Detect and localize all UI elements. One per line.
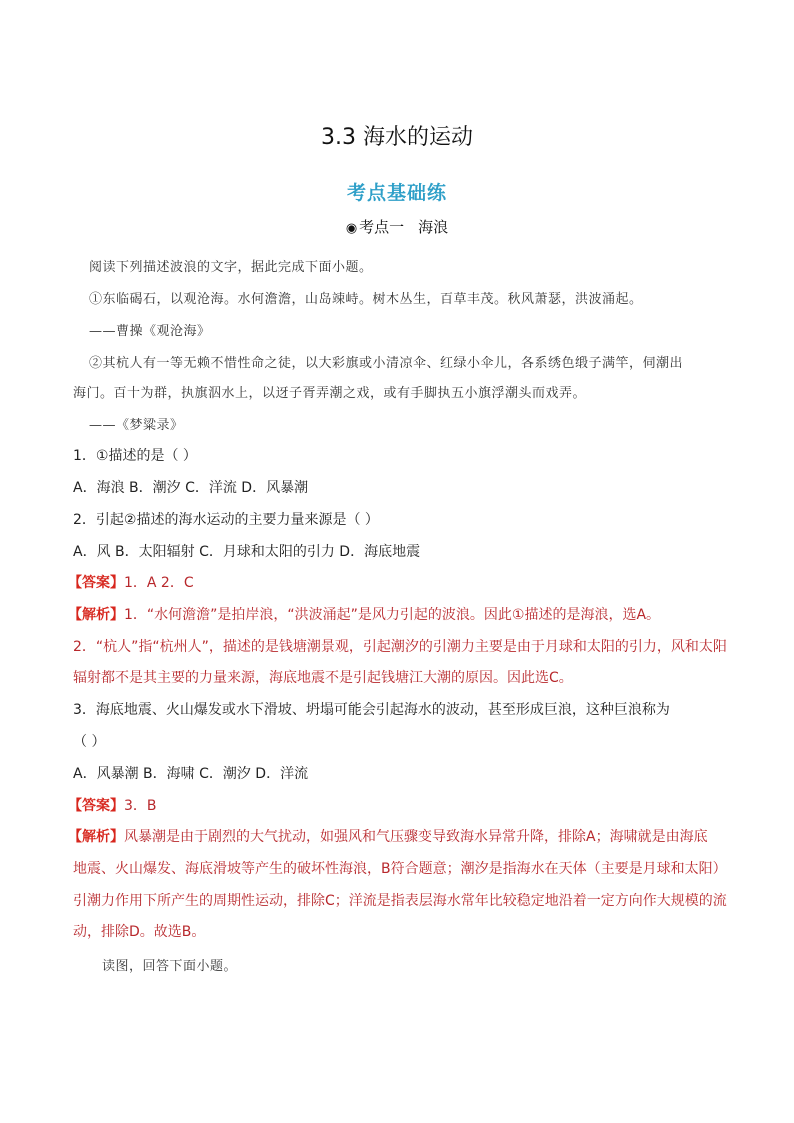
- question-1: 1．①描述的是（ ）: [73, 448, 197, 464]
- analysis-2-line2: 地震、火山爆发、海底滑坡等产生的破坏性海浪，B符合题意；潮汐是指海水在天体（主要是月球和太阳）: [73, 861, 727, 877]
- analysis-1-line3: 辐射都不是其主要的力量来源，海底地震不是引起钱塘江大潮的原因。因此选C。: [73, 670, 573, 686]
- passage-quote-1: ①东临碣石，以观沧海。水何澹澹，山岛竦峙。树木丛生，百草丰茂。秋风萧瑟，洪波涌起。: [89, 292, 643, 307]
- answer-tag: 【答案】: [68, 575, 124, 591]
- answer-text: 3．B: [124, 798, 157, 814]
- page-title: 3.3 海水的运动: [321, 125, 473, 150]
- answer-block-1: [68, 572, 194, 592]
- next-intro: 读图，回答下面小题。: [102, 959, 238, 974]
- analysis-2-line3: 引潮力作用下所产生的周期性运动，排除C；洋流是指表层海水常年比较稳定地沿着一定方向作大规模的流: [73, 893, 727, 909]
- subsection-name: 海浪: [418, 218, 449, 236]
- analysis-2-line4: 动，排除D。故选B。: [73, 924, 206, 940]
- subsection-label: 考点一: [359, 218, 405, 236]
- answer-text: 1．A 2．C: [124, 575, 194, 591]
- answer-block-2: [68, 795, 157, 815]
- question-3-options: A．风暴潮 B．海啸 C．潮汐 D．洋流: [73, 766, 309, 782]
- answer-tag: 【答案】: [68, 798, 124, 814]
- section-heading: 考点基础练: [346, 182, 447, 204]
- question-3-line2: （ ）: [73, 734, 106, 750]
- passage-intro: 阅读下列描述波浪的文字，据此完成下面小题。: [89, 260, 373, 275]
- passage-source-2: ——《梦粱录》: [89, 418, 184, 433]
- passage-source-1: ——曹操《观沧海》: [89, 324, 211, 339]
- question-1-options: A．海浪 B．潮汐 C．洋流 D．风暴潮: [73, 480, 309, 496]
- bullet-icon: ◉: [345, 221, 358, 236]
- analysis-text: 风暴潮是由于剧烈的大气扰动，如强风和气压骤变导致海水异常升降，排除A；海啸就是由海底: [124, 829, 708, 845]
- question-2-options: A．风 B．太阳辐射 C．月球和太阳的引力 D．海底地震: [73, 544, 421, 560]
- passage-quote-2-line1: ②其杭人有一等无赖不惜性命之徒，以大彩旗或小清凉伞、红绿小伞儿，各系绣色缎子满竿，伺潮出: [89, 356, 684, 371]
- question-3-line1: 3．海底地震、火山爆发或水下滑坡、坍塌可能会引起海水的波动，甚至形成巨浪，这种巨浪称为: [73, 702, 670, 718]
- passage-quote-2-line2: 海门。百十为群，执旗泅水上，以迓子胥弄潮之戏，或有手脚执五小旗浮潮头而戏弄。: [73, 386, 587, 401]
- analysis-block-2: [68, 826, 708, 846]
- analysis-block-1: [68, 604, 660, 624]
- analysis-tag: 【解析】: [68, 607, 124, 623]
- analysis-text: 1．“水何澹澹”是拍岸浪，“洪波涌起”是风力引起的波浪。因此①描述的是海浪，选A。: [124, 607, 661, 623]
- analysis-tag: 【解析】: [68, 829, 124, 845]
- subsection-heading: [0, 216, 794, 237]
- analysis-1-line2: 2．“杭人”指“杭州人”，描述的是钱塘潮景观，引起潮汐的引潮力主要是由于月球和太阳的引力，风和太阳: [73, 639, 727, 655]
- question-2: 2．引起②描述的海水运动的主要力量来源是（ ）: [73, 512, 379, 528]
